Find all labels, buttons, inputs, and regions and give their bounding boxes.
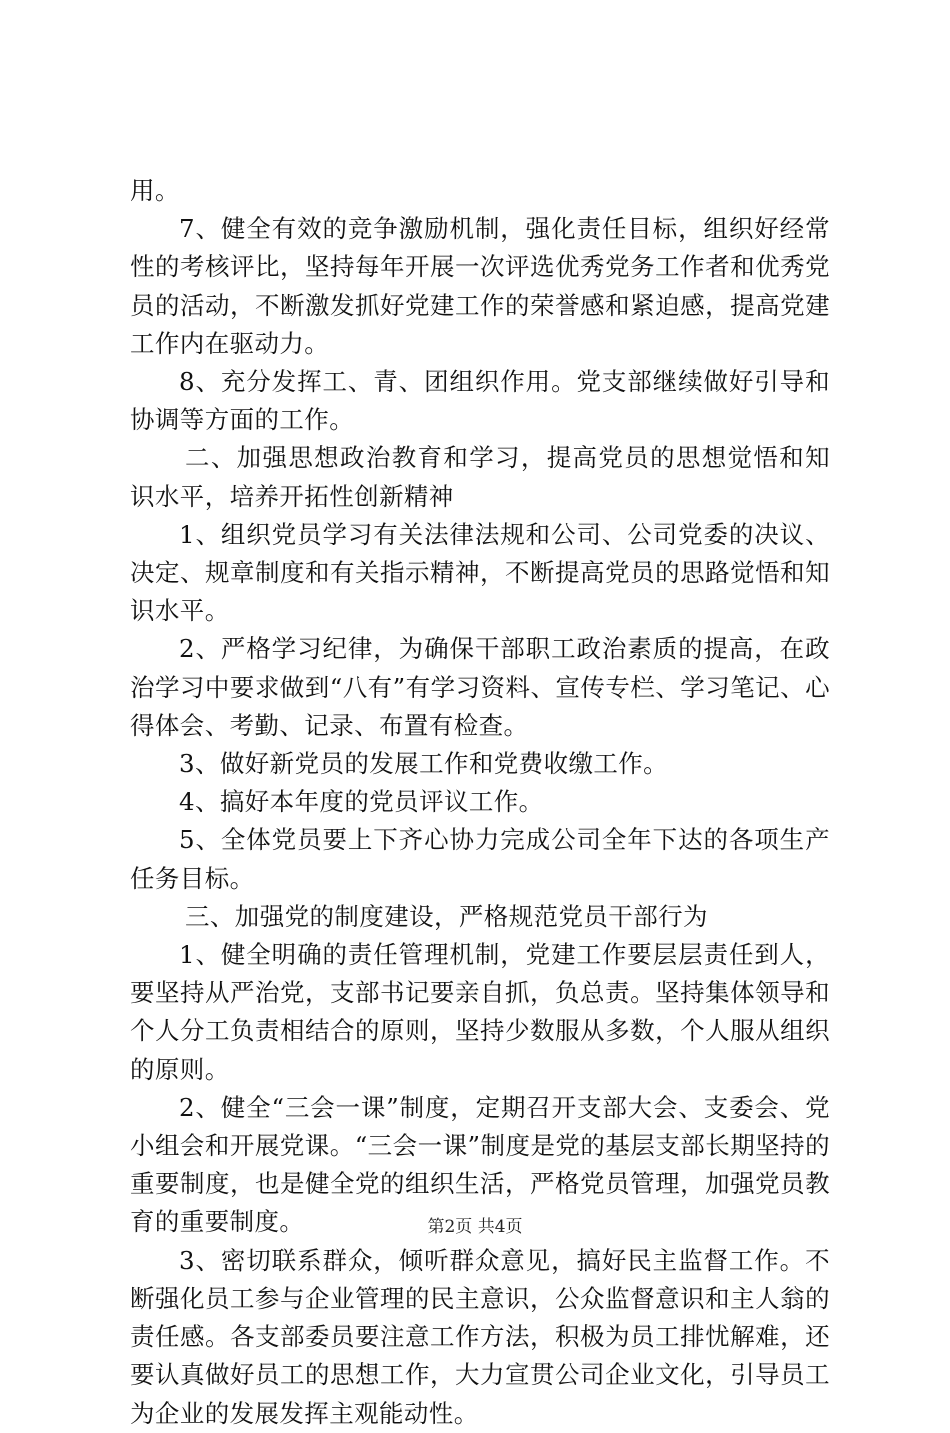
paragraph: 5、全体党员要上下齐心协力完成公司全年下达的各项生产任务目标。 [130, 825, 830, 893]
paragraph: 4、搞好本年度的党员评议工作。 [179, 787, 544, 817]
paragraph: 8、充分发挥工、青、团组织作用。党支部继续做好引导和协调等方面的工作。 [130, 367, 830, 435]
paragraph: 2、健全“三会一课”制度，定期召开支部大会、支委会、党小组会和开展党课。“三会一课”制度是党的基层支部长期坚持的重要制度，也是健全党的组织生活，严格党员管理，加强党员教育的重要制度。 [130, 1092, 830, 1237]
section-heading: 二、加强思想政治教育和学习，提高党员的思想觉悟和知识水平，培养开拓性创新精神 [130, 443, 830, 511]
section-heading: 三、加强党的制度建设，严格规范党员干部行为 [185, 901, 708, 931]
paragraph: 1、健全明确的责任管理机制，党建工作要层层责任到人，要坚持从严治党，支部书记要亲自抓，负总责。坚持集体领导和个人分工负责相结合的原则，坚持少数服从多数，个人服从组织的原则。 [130, 940, 830, 1084]
paragraph: 3、做好新党员的发展工作和党费收缴工作。 [179, 749, 669, 779]
paragraph: 1、组织党员学习有关法律法规和公司、公司党委的决议、决定、规章制度和有关指示精神，不断提高党员的思路觉悟和知识水平。 [130, 519, 830, 626]
paragraph: 2、严格学习纪律，为确保干部职工政治素质的提高，在政治学习中要求做到“八有”有学习资料、宣传专栏、学习笔记、心得体会、考勤、记录、布置有检查。 [130, 634, 830, 740]
page-number-footer: 第2页 共4页 [427, 1217, 523, 1237]
paragraph: 7、健全有效的竞争激励机制，强化责任目标，组织好经常性的考核评比，坚持每年开展一次评选优秀党务工作者和优秀党员的活动，不断激发抓好党建工作的荣誉感和紧迫感，提高党建工作内在驱动力。 [130, 214, 830, 358]
document-body [130, 172, 830, 1433]
paragraph: 用。 [130, 176, 180, 205]
paragraph: 3、密切联系群众，倾听群众意见，搞好民主监督工作。不断强化员工参与企业管理的民主意识，公众监督意识和主人翁的责任感。各支部委员要注意工作方法，积极为员工排忧解难，还要认真做好员工的思想工作，大力宣贯公司企业文化，引导员工为企业的发展发挥主观能动性。 [130, 1245, 830, 1428]
